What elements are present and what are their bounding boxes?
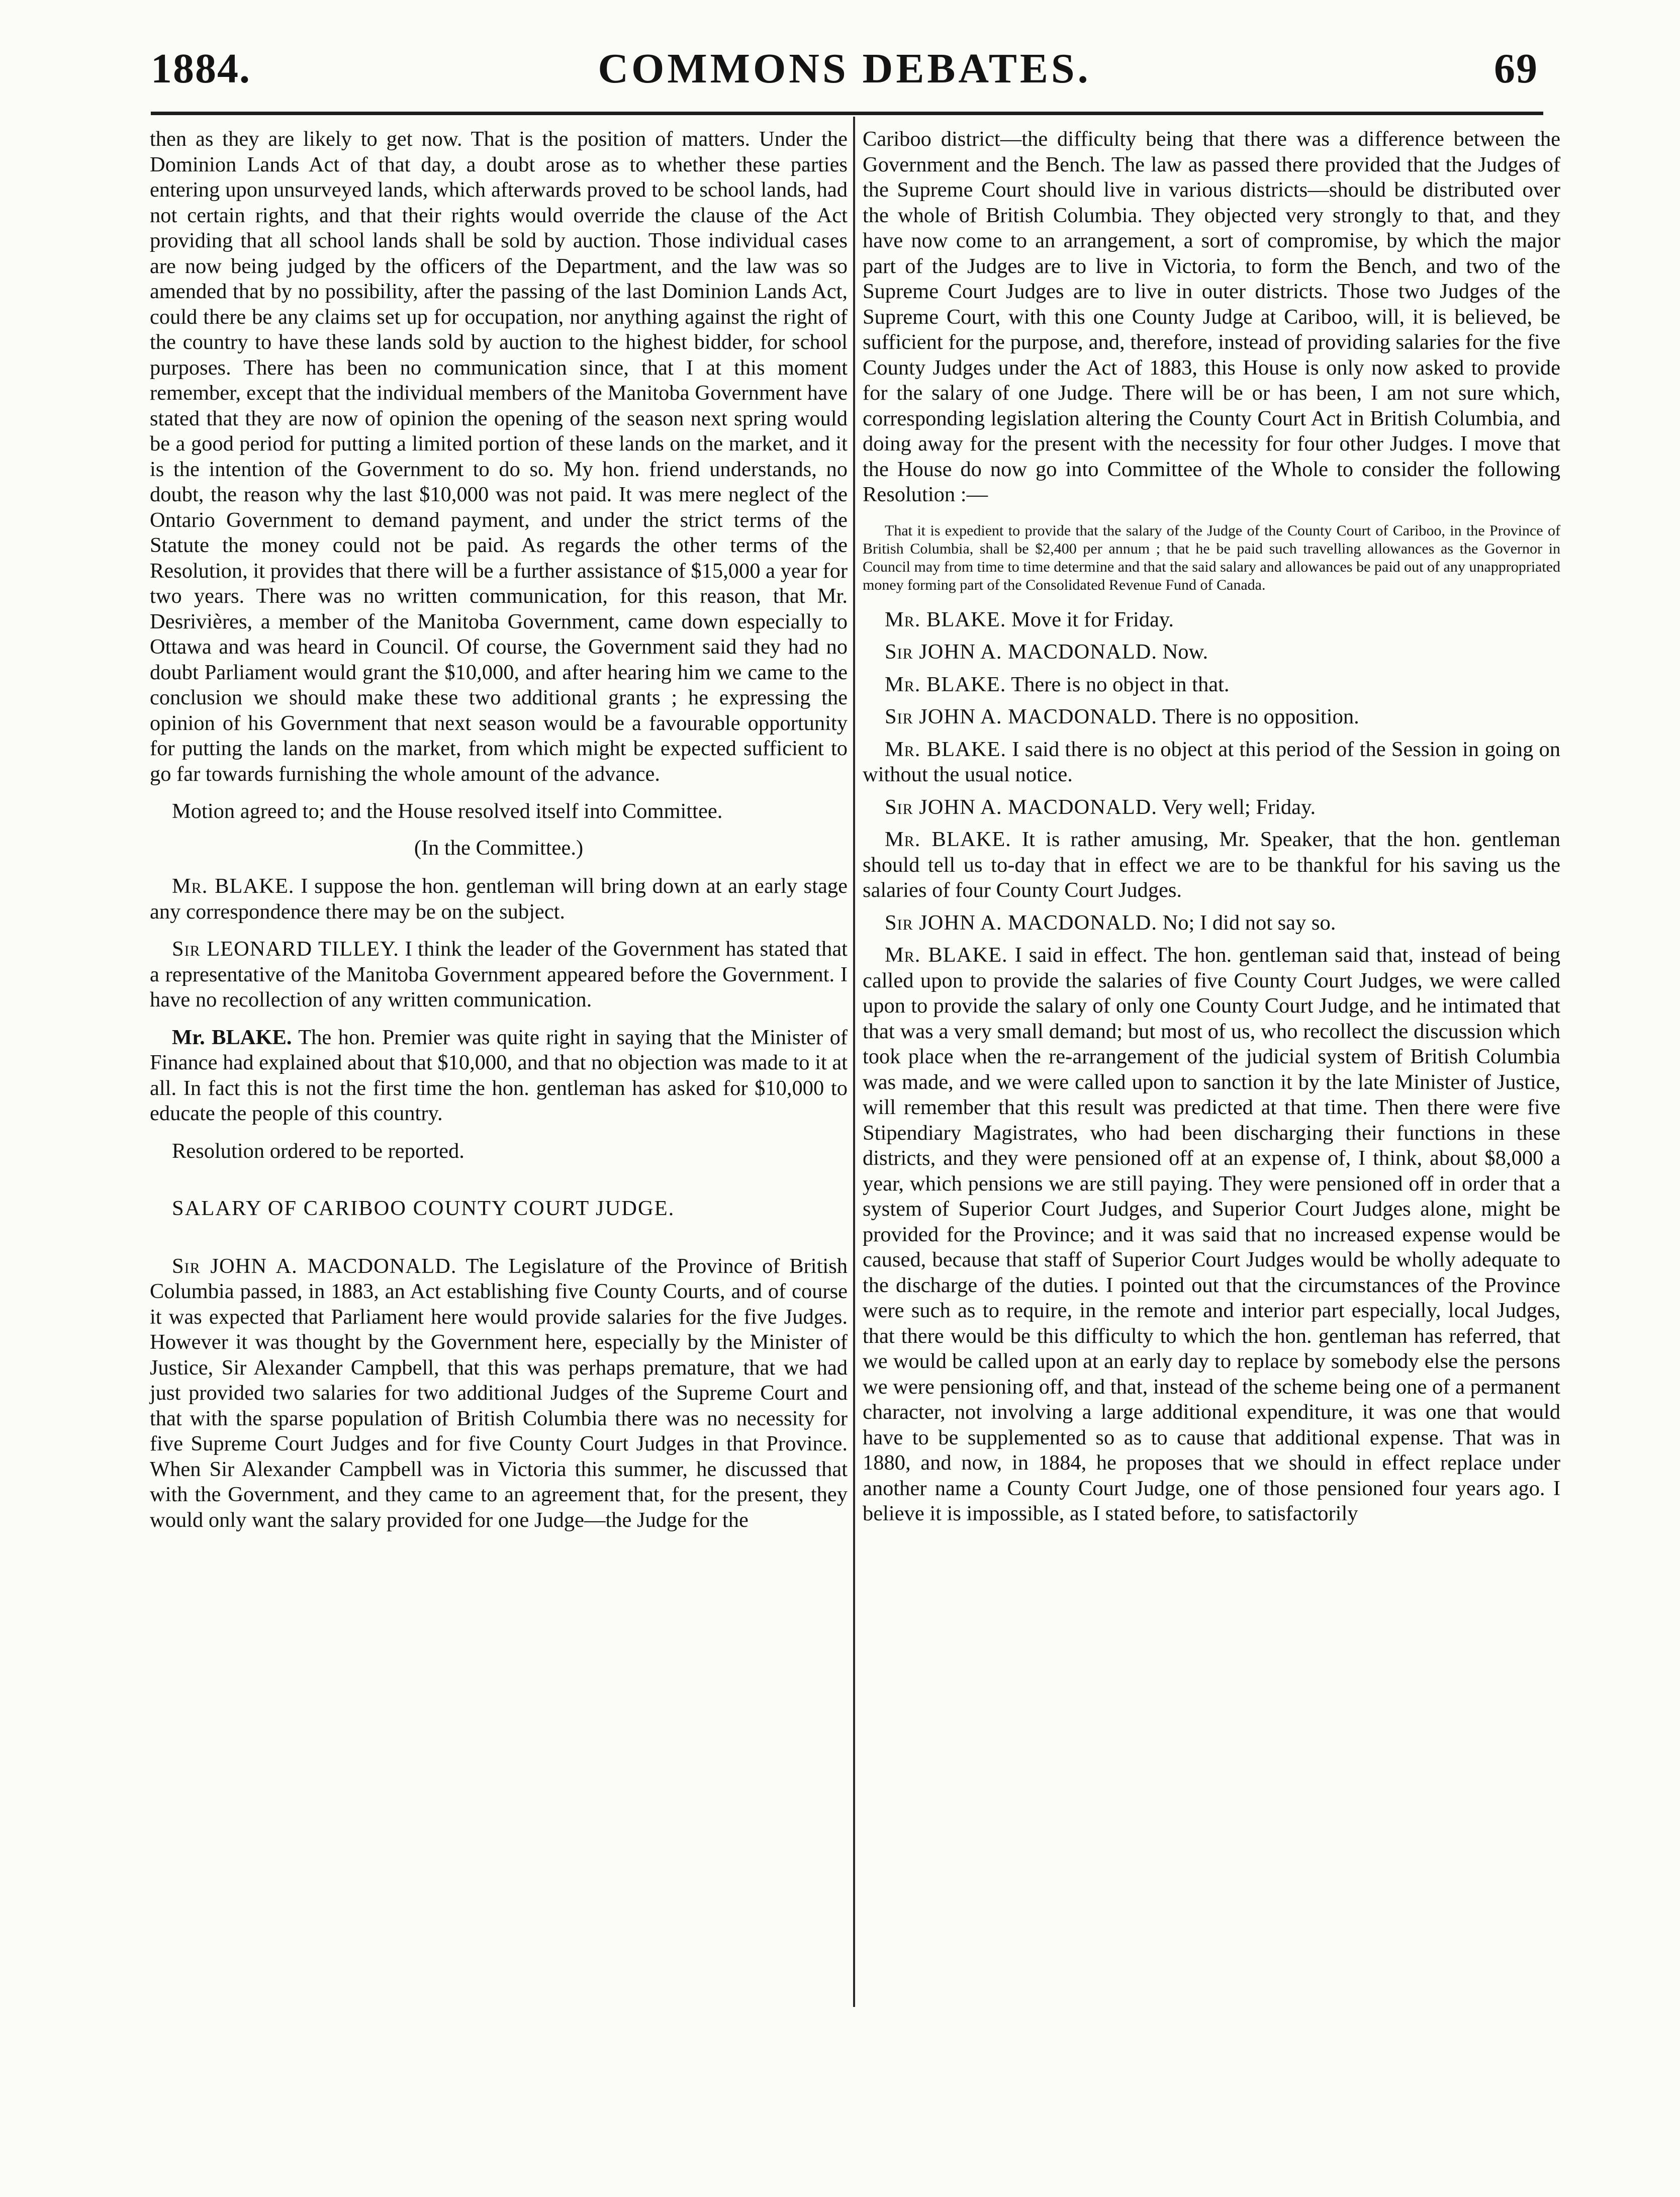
speech xyxy=(863,827,1560,903)
header-rule xyxy=(151,112,1543,115)
speaker-name: Sir JOHN A. MACDONALD. xyxy=(885,910,1157,935)
speech-text: Now. xyxy=(1162,640,1208,664)
speaker-name: Mr. BLAKE. xyxy=(885,607,1006,631)
speaker-name: Mr. BLAKE. xyxy=(885,943,1008,967)
header-year: 1884. xyxy=(151,45,251,92)
speaker-name: Sir LEONARD TILLEY. xyxy=(172,937,399,961)
section-heading: SALARY OF CARIBOO COUNTY COURT JUDGE. xyxy=(172,1197,675,1220)
speech xyxy=(863,795,1560,820)
speaker-name: Sir JOHN A. MACDONALD. xyxy=(885,795,1157,819)
speech xyxy=(150,1254,848,1533)
speech-text: I think the leader of the Government has stated that a representative of the Manitoba Government appeared before the Government. I have no recollection of any written communication. xyxy=(150,937,848,1012)
speech-text: It is rather amusing, Mr. Speaker, that the hon. gentleman should tell us to-day that in effect we are to be thankful for his saving us the salaries of four County Court Judges. xyxy=(863,828,1561,902)
speaker-name: Mr. BLAKE. xyxy=(172,874,295,898)
speaker-name: Sir JOHN A. MACDONALD. xyxy=(885,705,1157,728)
speech-text: Very well; Friday. xyxy=(1162,795,1316,819)
committee-note: (In the Committee.) xyxy=(414,836,584,860)
page-number: 69 xyxy=(1494,45,1538,92)
speech xyxy=(863,639,1560,665)
speech xyxy=(863,910,1560,936)
speech-text: The hon. Premier was quite right in saying that the Minister of Finance had explained about that $10,000, and that no objection was made to it at all. In fact this is not the first time the hon. gentleman has asked for $10,000 to educate the people of this country. xyxy=(150,1025,848,1125)
speech-text: I said there is no object at this period of the Session in going on without the usual notice. xyxy=(863,737,1561,786)
page-header xyxy=(151,44,1538,100)
speech-text: No; I did not say so. xyxy=(1162,910,1336,935)
speaker-name: Mr. BLAKE. xyxy=(885,828,1011,851)
paragraph: Resolution ordered to be reported. xyxy=(172,1139,464,1163)
speech-text: There is no opposition. xyxy=(1162,705,1359,728)
speech-text: I said in effect. The hon. gentleman said that, instead of being called upon to provide the salaries of five County Court Judges, we were called upon to provide the salary of only one County Court Judge, and he intimated that that was a very small demand; but most of us, who recollect the discussion which took place when the re-arrangement of the judicial system of British Columbia was made, and we were called upon to sanction it by the late Minister of Justice, will remember that this result was predicted at that time. Then there were five Stipendiary Magistrates, who had been discharging their functions in these districts, and they were pensioned off at an expense of, I think, about $8,000 a year, which pensions we are still paying. They were pensioned off in order that a system of Superior Court Judges, and Superior Court Judges alone, might be provided for the Province; and it was said that no increased expense would be caused, because that staff of Superior Court Judges would be wholly adequate to the discharge of the duties. I pointed out that the circumstances of the Province were such as to require, in the remote and interior part especially, local Judges, that there would be this difficulty to which the hon. gentleman has referred, that we would be called upon at an early day to replace by somebody else the persons we were pensioning off, and that, instead of the scheme being one of a permanent character, not involving a large additional expenditure, it was one that would have to be supplemented so as to cause that additional expense. That was in 1880, and now, in 1884, he proposes that we should in effect replace under another name a County Court Judge, one of those pensioned four years ago. I believe it is impossible, as I stated before, to satisfactorily xyxy=(863,943,1561,1525)
speech xyxy=(863,704,1560,730)
speech-text: The Legislature of the Province of British Columbia passed, in 1883, an Act establishing five County Courts, and of course it was expected that Parliament here would provide salaries for the five Judges. However it was thought by the Government here, especially by the Minister of Justice, Sir Alexander Campbell, that this was perhaps premature, that we had just provided two salaries for two additional Judges of the Supreme Court and that with the sparse population of British Columbia there was no necessity for five Supreme Court Judges and for five County Court Judges in that Province. When Sir Alexander Campbell was in Victoria this summer, he discussed that with the Government, and they came to an agreement that, for the present, they would only want the salary provided for one Judge—the Judge for the xyxy=(150,1254,848,1532)
speech xyxy=(863,737,1560,788)
speech xyxy=(150,874,848,925)
speech-text: There is no object in that. xyxy=(1011,672,1230,696)
right-column xyxy=(863,127,1560,1527)
column-divider xyxy=(853,117,855,2007)
speech xyxy=(150,937,848,1013)
speaker-name: Mr. BLAKE. xyxy=(172,1025,292,1049)
speech-text: Move it for Friday. xyxy=(1011,607,1174,631)
speaker-name: Mr. BLAKE. xyxy=(885,737,1007,761)
speech xyxy=(150,1025,848,1127)
left-column xyxy=(150,127,848,1533)
speech xyxy=(863,607,1560,633)
paragraph: Motion agreed to; and the House resolved itself into Committee. xyxy=(172,799,723,823)
paragraph: then as they are likely to get now. That is the position of matters. Under the Dominion Lands Act of that day, a doubt arose as to whether these parties entering upon unsurveyed lands, which afterwards proved to be school lands, had not certain rights, and that their rights would override the clause of the Act providing that all school lands shall be sold by auction. Those individual cases are now being judged by the officers of the Department, and the law was so amended that by no possibility, after the passing of the last Dominion Lands Act, could there be any claims set up for occupation, nor anything against the right of the country to have these lands sold by auction to the highest bidder, for school purposes. There has been no communication since, that I at this moment remember, except that the individual members of the Manitoba Government have stated that they are now of opinion the opening of the season next spring would be a good period for putting a limited portion of these lands on the market, and it is the intention of the Government to do so. My hon. friend understands, no doubt, the reason why the last $10,000 was not paid. It was mere neglect of the Ontario Government to demand payment, and under the strict terms of the Statute the money could not be paid. As regards the other terms of the Resolution, it provides that there will be a further assistance of $15,000 a year for two years. There was no written communication, for this reason, that Mr. Desrivières, a member of the Manitoba Government, came down especially to Ottawa and was heard in Council. Of course, the Government said they had no doubt Parliament would grant the $10,000, and after hearing him we came to the conclusion we should make these two additional grants ; he expressing the opinion of his Government that next season would be a favourable opportunity for putting the lands on the market, from which might be expected sufficient to go far towards furnishing the whole amount of the advance. xyxy=(150,127,848,786)
speech-text: I suppose the hon. gentleman will bring down at an early stage any correspondence there may be on the subject. xyxy=(150,874,848,924)
speaker-name: Sir JOHN A. MACDONALD. xyxy=(885,640,1157,664)
speech xyxy=(863,672,1560,698)
speech xyxy=(863,943,1560,1527)
resolution-text: That it is expedient to provide that the salary of the Judge of the County Court of Cariboo, in the Province of British Columbia, shall be $2,400 per annum ; that he be paid such travelling allowances as the Governor in Council may from time to time determine and that the said salary and allowances be paid out of any unappropriated money forming part of the Consolidated Revenue Fund of Canada. xyxy=(863,522,1560,593)
paragraph: Cariboo district—the difficulty being that there was a difference between the Government and the Bench. The law as passed there provided that the Judges of the Supreme Court should live in various districts—should be distributed over the whole of British Columbia. They objected very strongly to that, and they have now come to an arrangement, a sort of compromise, by which the major part of the Judges are to live in Victoria, to form the Bench, and two of the Supreme Court Judges are to live in outer districts. Those two Judges of the Supreme Court, with this one County Judge at Cariboo, will, it is believed, be sufficient for the purpose, and, therefore, instead of providing salaries for the five County Judges under the Act of 1883, this House is only now asked to provide for the salary of one Judge. There will be or has been, I am not sure which, corresponding legislation altering the County Court Act in British Columbia, and doing away for the present with the necessity for four other Judges. I move that the House do now go into Committee of the Whole to consider the following Resolution :— xyxy=(863,127,1560,506)
speaker-name: Mr. BLAKE. xyxy=(885,672,1006,696)
speaker-name: Sir JOHN A. MACDONALD. xyxy=(172,1254,457,1278)
header-title: COMMONS DEBATES. xyxy=(598,45,1091,92)
